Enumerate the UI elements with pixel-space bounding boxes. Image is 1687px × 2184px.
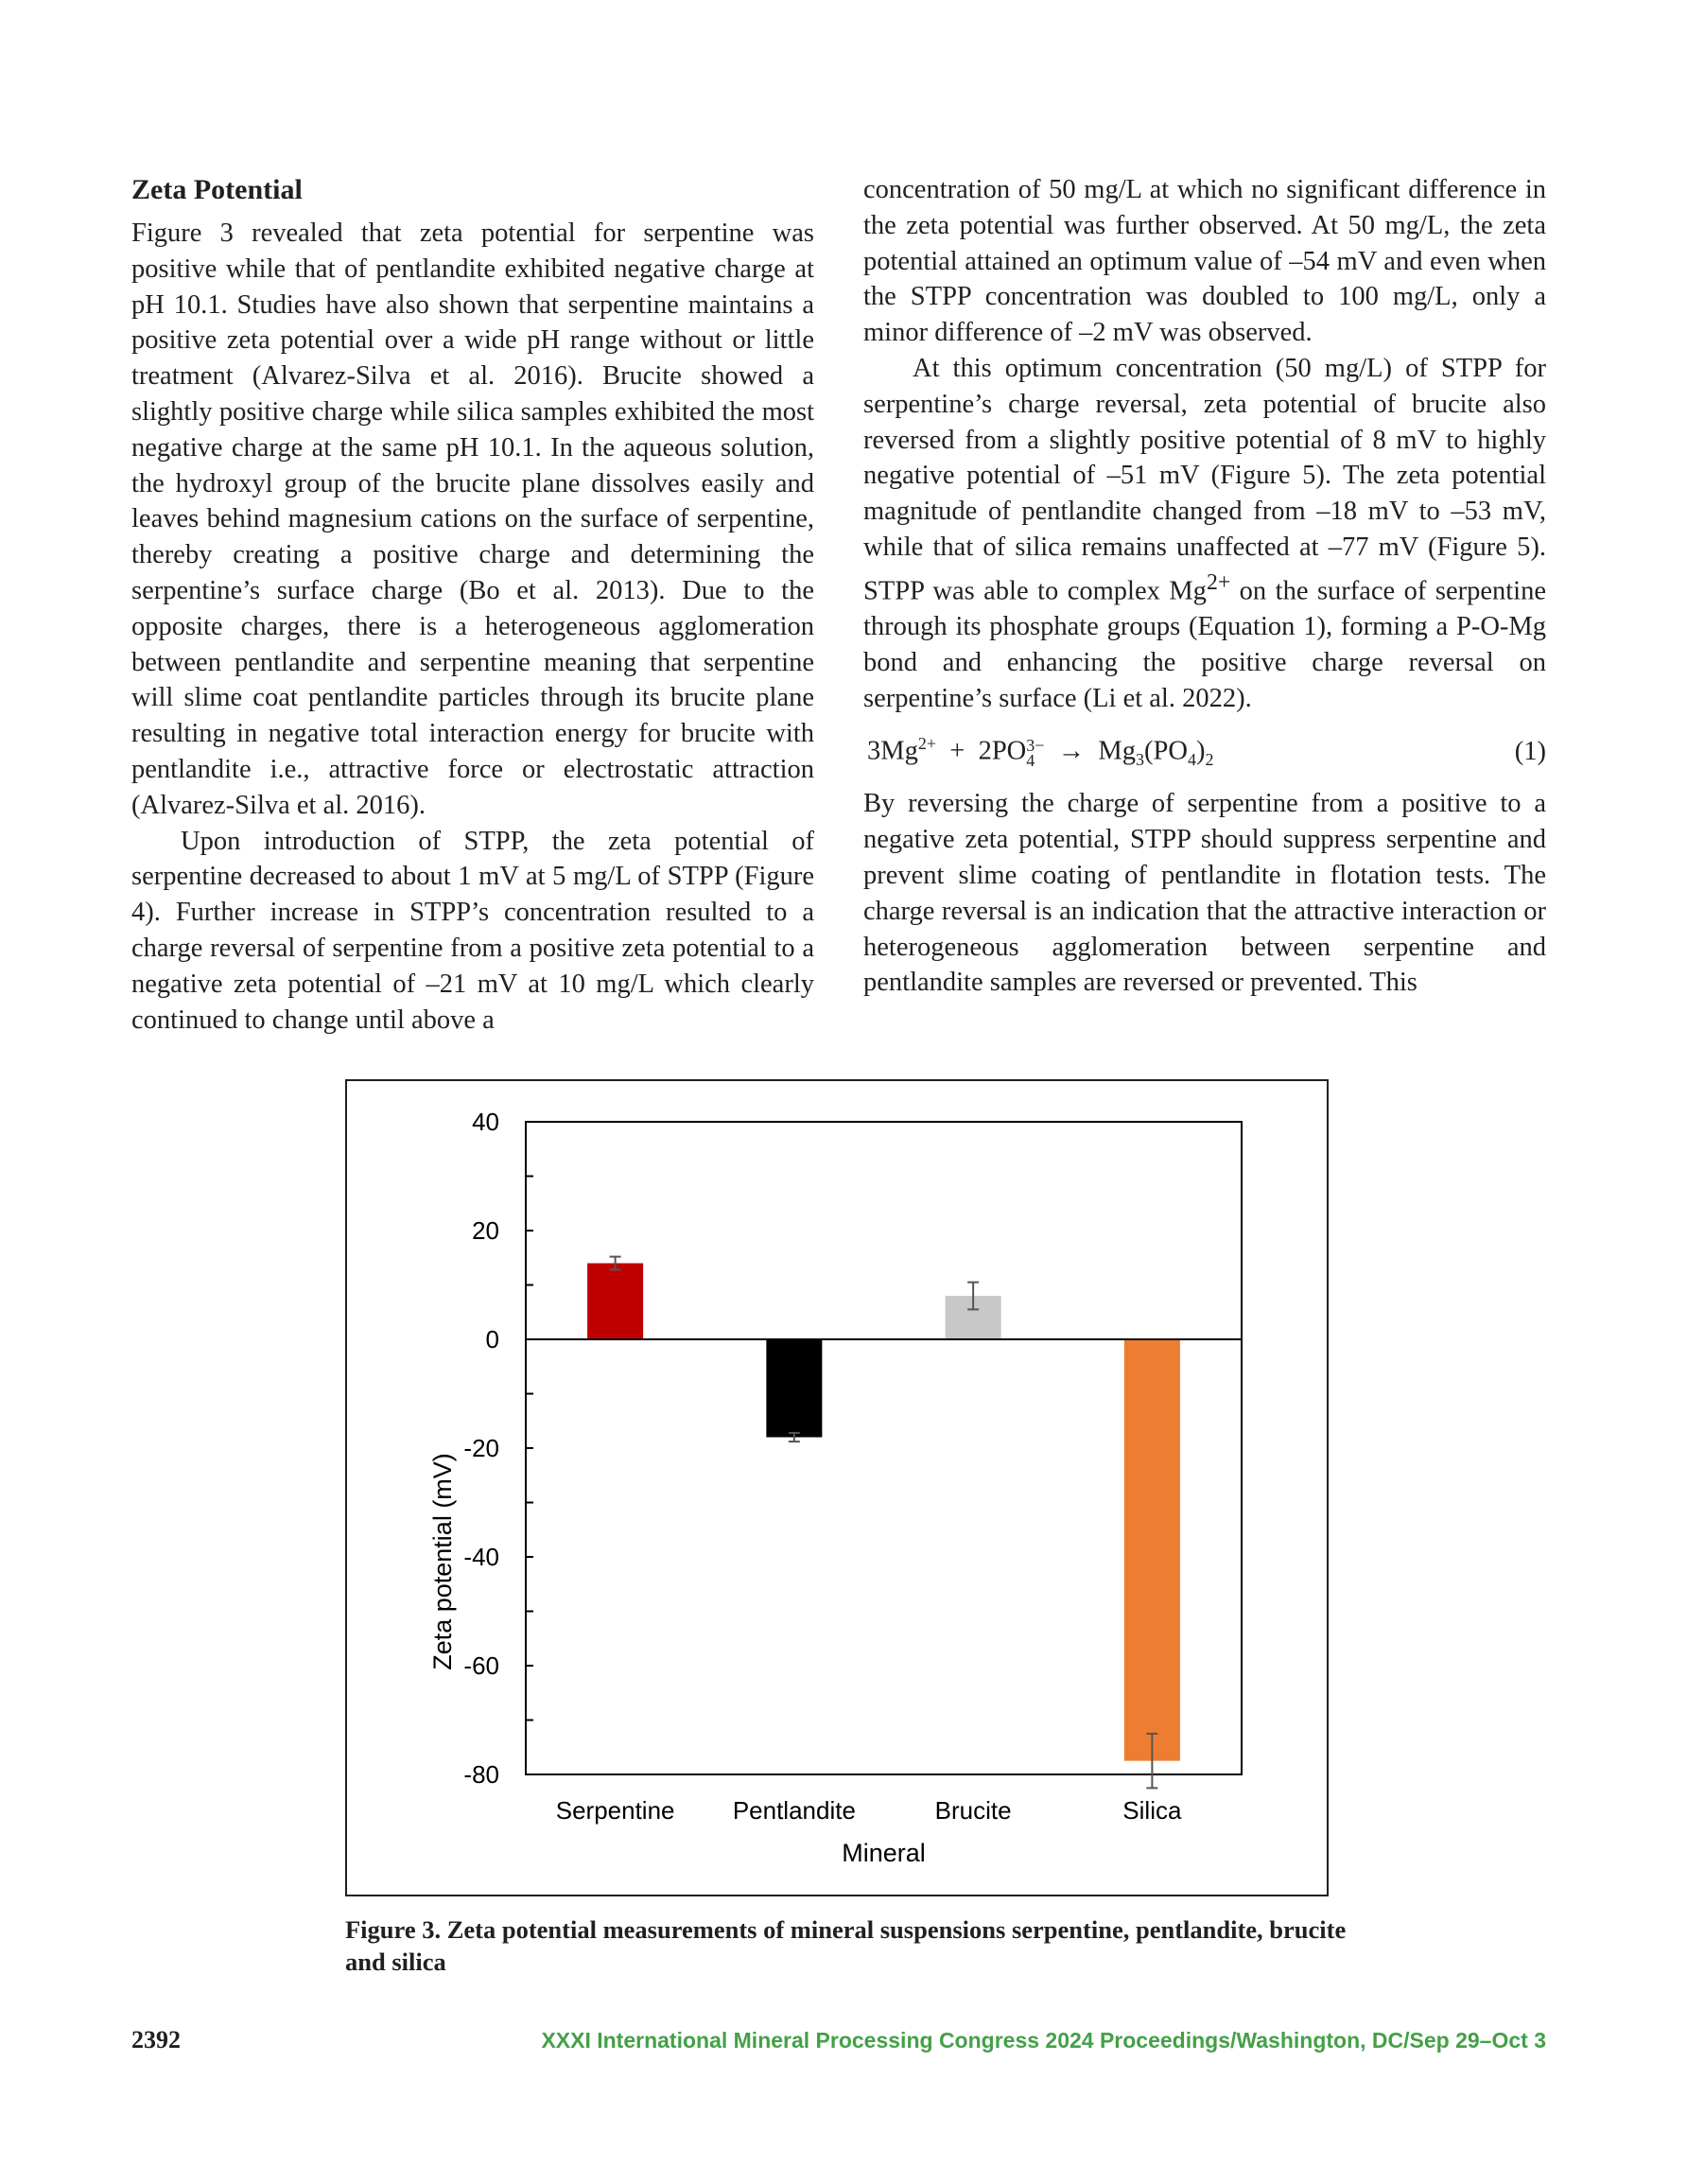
eq-subscript: 4 <box>1187 750 1196 770</box>
equation-1 <box>863 729 1546 775</box>
body-text: At this optimum concentration (50 mg/L) of STPP for serpentine’s charge reversal, zeta potential of brucite also reversed from a slightly positive potential of 8 mV to highly negative potential of –51 mV (Figure 5). The zeta potential magnitude of pentlandite changed from –18 mV to –53 mV, while that of silica remains unaffected at –77 mV (Figure 5). STPP was able to complex Mg <box>863 353 1546 606</box>
body-paragraph <box>863 351 1546 716</box>
body-paragraph: By reversing the charge of serpentine from a positive to a negative zeta potential, STPP should suppress serpentine and prevent slime coating of pentlandite in flotation tests. The charge reversal is an indication that the attractive interaction or heterogeneous agglomeration between serpentine and pentlandite samples are reversed or prevented. This <box>863 789 1546 998</box>
y-tick-label: 40 <box>472 1108 499 1136</box>
bar-serpentine <box>587 1264 643 1340</box>
x-tick-label: Silica <box>1122 1796 1182 1825</box>
eq-term: (PO <box>1144 736 1188 766</box>
eq-subscript: 3 <box>1136 750 1145 770</box>
bar-pentlandite <box>766 1339 822 1438</box>
y-tick-label: -20 <box>463 1434 499 1462</box>
bar-chart <box>347 1081 1327 1895</box>
body-paragraph: concentration of 50 mg/L at which no significant difference in the zeta potential was further observed. At 50 mg/L, the zeta potential attained an optimum value of –54 mV and even when the STPP concentration was doubled to 100 mg/L, only a minor difference of –2 mV was observed. <box>863 175 1546 348</box>
page-number: 2392 <box>131 2026 181 2053</box>
eq-term: Mg <box>1098 736 1137 766</box>
x-tick-label: Brucite <box>934 1796 1012 1825</box>
left-column <box>131 172 814 1038</box>
x-axis-title: Mineral <box>842 1839 926 1867</box>
y-tick-label: 20 <box>472 1216 499 1245</box>
y-tick-label: 0 <box>485 1325 499 1354</box>
eq-charge: 3− <box>1026 736 1045 756</box>
y-tick-label: -60 <box>463 1651 499 1680</box>
figure-caption: Figure 3. Zeta potential measurements of mineral suspensions serpentine, pentlandite, brucite and silica <box>345 1915 1347 1976</box>
footer-proceedings: XXXI International Mineral Processing Congress 2024 Proceedings/Washington, DC/Sep 29–Oct 3 <box>541 2028 1546 2053</box>
bar-silica <box>1124 1339 1180 1761</box>
x-tick-label: Serpentine <box>555 1796 675 1825</box>
eq-term: ) <box>1195 736 1206 766</box>
equation-formula <box>867 734 1213 770</box>
equation-number: (1) <box>1514 737 1546 767</box>
y-axis-title: Zeta potential (mV) <box>428 1453 457 1670</box>
eq-operator: + <box>949 736 965 766</box>
right-column <box>863 172 1546 1001</box>
superscript: 2+ <box>1206 569 1231 595</box>
y-tick-label: -40 <box>463 1543 499 1571</box>
eq-charge: 2+ <box>917 734 936 754</box>
eq-term: 2PO <box>978 736 1027 766</box>
y-tick-label: -80 <box>463 1760 499 1789</box>
eq-arrow: → <box>1057 736 1086 766</box>
body-text: on the surface of serpentine through its phosphate groups (Equation 1), forming a P-O-Mg bond and enhancing the positive charge reversal on serpentine’s surface (Li et al. 2022). <box>863 576 1547 713</box>
eq-subscript: 4 <box>1026 751 1035 771</box>
body-paragraph: Figure 3 revealed that zeta potential for serpentine was positive while that of pentlandite exhibited negative charge at pH 10.1. Studies have also shown that serpentine maintains a positive zeta potential over a wide pH range without or little treatment (Alvarez-Silva et al. 2016). Brucite showed a slightly positive charge while silica samples exhibited the most negative charge at the same pH 10.1. In the aqueous solution, the hydroxyl group of the brucite plane dissolves easily and leaves behind magnesium cations on the surface of serpentine, thereby creating a positive charge and determining the serpentine’s surface charge (Bo et al. 2013). Due to the opposite charges, there is a heterogeneous agglomeration between pentlandite and serpentine meaning that serpentine will slime coat pentlandite particles through its brucite plane resulting in negative total interaction energy for brucite with pentlandite i.e., attractive force or electrostatic attraction (Alvarez-Silva et al. 2016). <box>131 218 814 820</box>
x-tick-label: Pentlandite <box>732 1796 856 1825</box>
section-heading: Zeta Potential <box>131 174 303 205</box>
figure-frame <box>345 1079 1329 1896</box>
eq-subscript: 2 <box>1205 750 1214 770</box>
eq-term: 3Mg <box>867 736 918 766</box>
body-paragraph: Upon introduction of STPP, the zeta potential of serpentine decreased to about 1 mV at 5 mg/L of STPP (Figure 4). Further increase in STPP’s concentration resulted to a charge reversal of serpentine from a positive zeta potential to a negative zeta potential of –21 mV at 10 mg/L which clearly continued to change until above a <box>131 826 814 1035</box>
